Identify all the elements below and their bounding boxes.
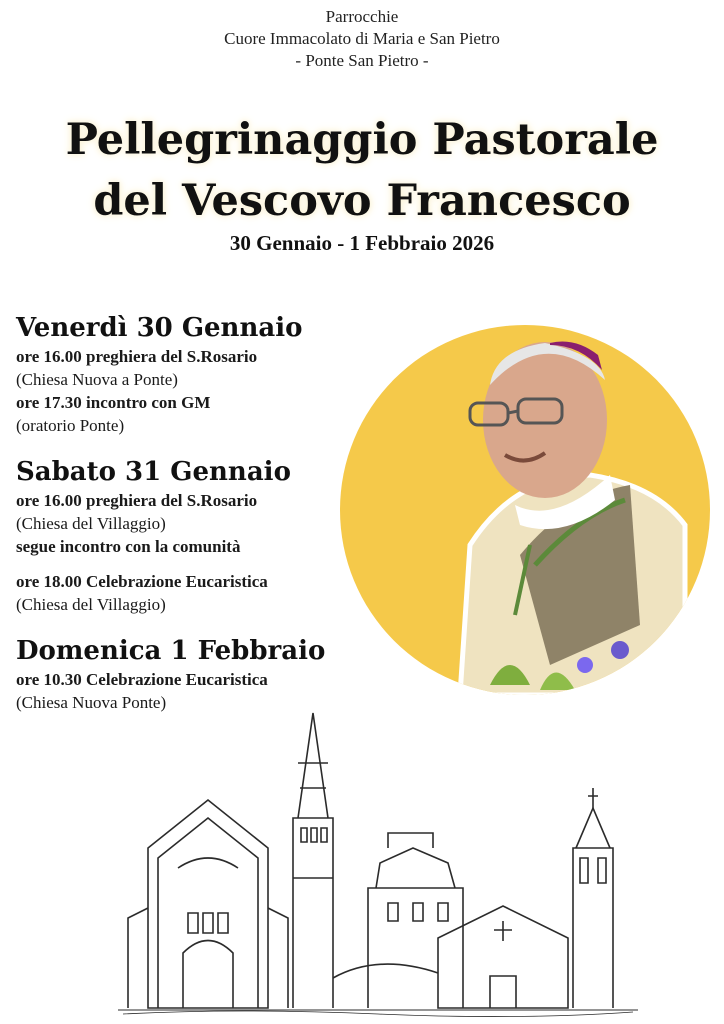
header-line-2: Cuore Immacolato di Maria e San Pietro bbox=[224, 29, 500, 48]
header-line-3: - Ponte San Pietro - bbox=[295, 51, 429, 70]
schedule-location: (Chiesa del Villaggio) bbox=[16, 514, 166, 533]
schedule-item: ore 16.00 preghiera del S.Rosario bbox=[16, 491, 258, 510]
title-line-1: Pellegrinaggio Pastorale bbox=[65, 115, 659, 165]
schedule-location: (Chiesa del Villaggio) bbox=[16, 595, 166, 614]
schedule-item: ore 16.00 preghiera del S.Rosario bbox=[16, 347, 258, 366]
schedule-day bbox=[16, 311, 356, 437]
event-dates: 30 Gennaio - 1 Febbraio 2026 bbox=[229, 231, 495, 255]
schedule-location: (Chiesa Nuova Ponte) bbox=[16, 693, 167, 712]
schedule-location: (Chiesa Nuova a Ponte) bbox=[16, 370, 178, 389]
title-line-2: del Vescovo Francesco bbox=[93, 176, 631, 226]
church-sketch bbox=[118, 708, 638, 1018]
schedule-location: (oratorio Ponte) bbox=[16, 416, 125, 435]
parish-header bbox=[0, 6, 724, 72]
day-title: Venerdì 30 Gennaio bbox=[16, 313, 303, 343]
schedule-item: segue incontro con la comunità bbox=[16, 537, 241, 556]
poster-title bbox=[0, 110, 724, 232]
schedule-item: ore 10.30 Celebrazione Eucaristica bbox=[16, 670, 268, 689]
day-title: Sabato 31 Gennaio bbox=[16, 457, 291, 487]
schedule bbox=[16, 311, 356, 714]
schedule-day bbox=[16, 455, 356, 616]
bishop-portrait bbox=[340, 325, 710, 695]
schedule-item: ore 18.00 Celebrazione Eucaristica bbox=[16, 572, 268, 591]
day-title: Domenica 1 Febbraio bbox=[16, 636, 326, 666]
schedule-item: ore 17.30 incontro con GM bbox=[16, 393, 211, 412]
header-line-1: Parrocchie bbox=[325, 7, 399, 26]
schedule-day bbox=[16, 634, 356, 714]
